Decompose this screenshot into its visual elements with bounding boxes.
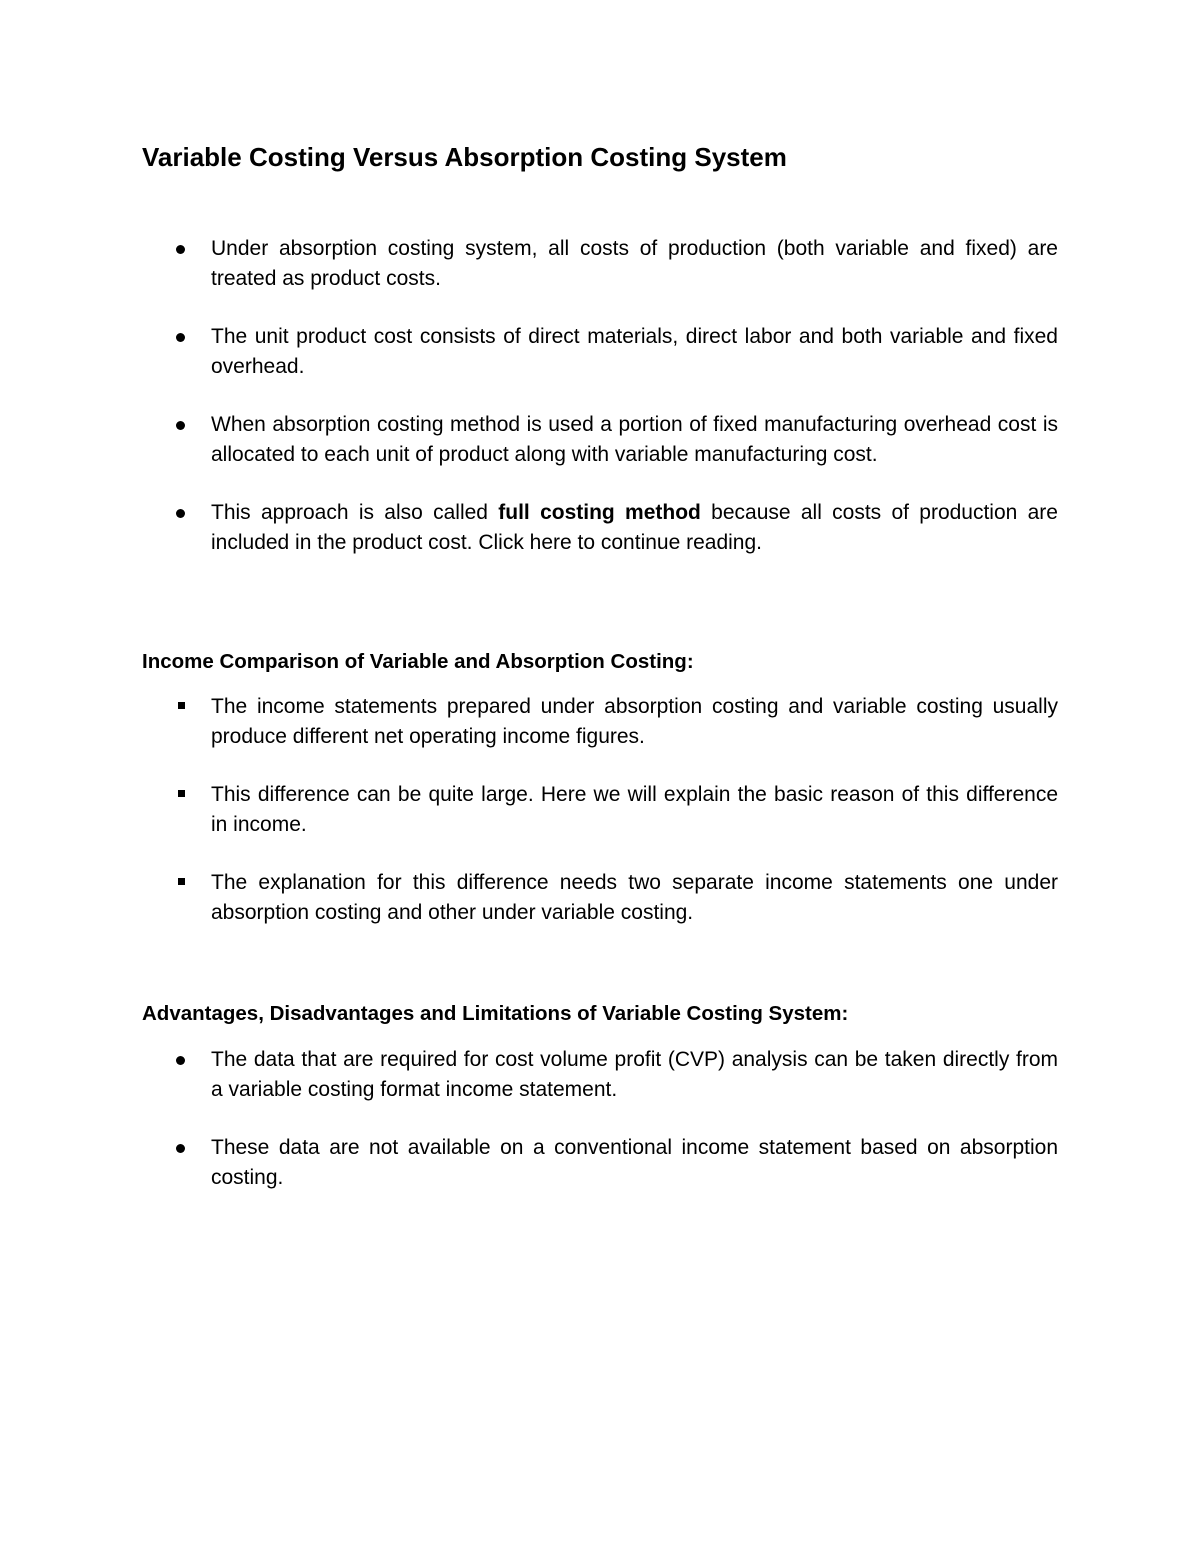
section-heading-advantages: Advantages, Disadvantages and Limitations of Variable Costing System: [142,1002,849,1025]
list-item [0,498,1058,558]
list-item-text-end: because all costs of production are included in the product cost. Click here to continue reading. [211,501,1058,554]
bullet-square-icon [178,878,185,885]
list-item-text: The explanation for this difference needs two separate income statements one under absorption costing and other under variable costing. [211,871,1058,924]
income-comparison-list [0,692,1200,928]
list-item-text: The data that are required for cost volume profit (CVP) analysis can be taken directly from a variable costing format income statement. [211,1048,1058,1101]
bullet-square-icon [178,702,185,709]
list-item-text-start: This approach is also called [211,501,499,524]
list-item-text [211,501,1058,554]
bullet-dot-icon [176,1056,185,1065]
bullet-square-icon [178,790,185,797]
list-item-text: Under absorption costing system, all costs of production (both variable and fixed) are treated as product costs. [211,237,1058,290]
list-item [0,1045,1058,1105]
list-item [0,322,1058,382]
bullet-dot-icon [176,509,185,518]
list-item [0,780,1058,840]
section-heading-income-comparison: Income Comparison of Variable and Absorption Costing: [142,650,694,673]
list-item-text: These data are not available on a conventional income statement based on absorption costing. [211,1136,1058,1189]
intro-bullet-list [0,234,1200,558]
list-item [0,1133,1058,1193]
bullet-dot-icon [176,245,185,254]
bullet-dot-icon [176,333,185,342]
list-item-text: The unit product cost consists of direct materials, direct labor and both variable and fixed overhead. [211,325,1058,378]
bullet-dot-icon [176,1144,185,1153]
list-item [0,410,1058,470]
list-item-text: When absorption costing method is used a portion of fixed manufacturing overhead cost is allocated to each unit of product along with variable manufacturing cost. [211,413,1058,466]
page-title: Variable Costing Versus Absorption Costing System [142,142,787,172]
list-item-text: This difference can be quite large. Here we will explain the basic reason of this difference in income. [211,783,1058,836]
list-item [0,692,1058,752]
bullet-dot-icon [176,421,185,430]
list-item [0,868,1058,928]
advantages-list [0,1045,1200,1193]
list-item-text: The income statements prepared under absorption costing and variable costing usually produce different net operating income figures. [211,695,1058,748]
emphasis-term: full costing method [498,501,701,524]
list-item [0,234,1058,294]
